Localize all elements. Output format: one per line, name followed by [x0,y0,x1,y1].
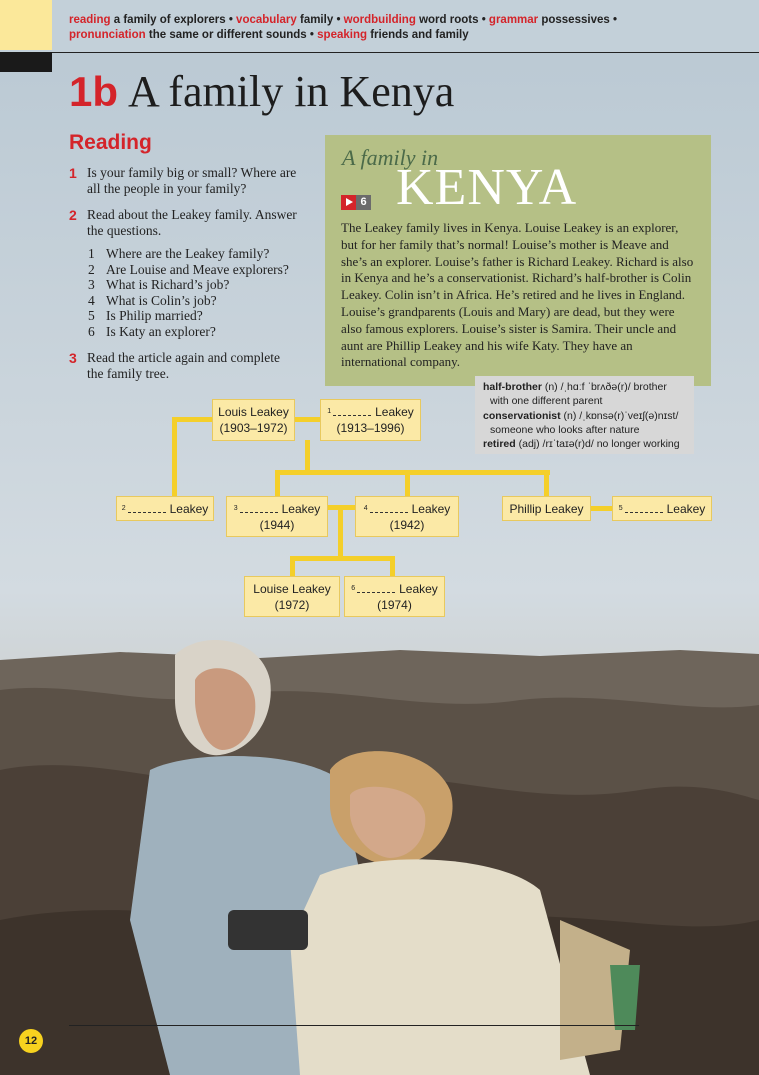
article-title-big: KENYA [396,159,578,216]
subquestion-text: What is Richard’s job? [106,277,230,292]
subquestion-text: Is Philip married? [106,308,203,323]
node-name: Leakey [375,405,414,419]
subquestion-number: 5 [88,308,95,323]
node-name: Leakey [399,581,438,596]
node-name: Louis Leakey [218,405,289,419]
glossary-def: with one different parent [490,395,603,408]
topic-text: a family of explorers [113,14,226,26]
topic-text: the same or different sounds [148,29,307,41]
tree-line [172,417,214,422]
tree-node-6[interactable] [344,576,445,617]
lesson-title: A family in Kenya [128,67,455,116]
blank-number: 3 [233,504,238,512]
glossary-pos: (n) [563,409,577,422]
node-name: Leakey [666,501,706,516]
topic-text: word roots [419,14,479,26]
tree-line [405,470,410,498]
glossary-entry [483,380,694,394]
node-years: (1942) [389,517,425,532]
answer-blank[interactable] [370,503,408,513]
subquestion-text: Are Louise and Meave explorers? [106,262,289,277]
glossary-pos: (n) [544,381,558,393]
tree-line [544,470,549,498]
glossary-def: brother [633,381,667,393]
lesson-number: 1b [69,68,119,115]
article-body: The Leakey family lives in Kenya. Louise Leakey is an explorer, but for her family that’s normal! Louise’s mother is Meave and she’s an explorer. Louise’s father is Richard Leakey. Richard is also in Kenya and he’s a conservationist. Richard’s half-brother is Colin Leakey. Colin isn’t in Africa. He’s retired and he lives in England. Louise’s grandparents (Louis and Mary) are dead, but they were also famous explorers. Louise’s sister is Samira. Their uncle and aunt are Phillip Leakey and his wife Katy. They have an international company. [341,220,694,370]
topic-key: speaking [317,29,368,41]
node-name: Leakey [281,501,321,516]
node-years: (1913–1996) [336,421,405,435]
question-text: Read the article again and complete the family tree. [87,350,281,381]
glossary-def: no longer working [596,438,680,451]
glossary-box [475,376,694,454]
tree-line [290,556,295,578]
node-years: (1974) [377,597,412,612]
separator: • [336,14,341,26]
blank-number: 5 [618,504,623,512]
subquestion-number: 4 [88,293,95,308]
subquestion-text: Is Katy an explorer? [106,324,216,339]
node-years: (1972) [274,597,310,612]
question-number: 3 [69,350,77,366]
subquestion-text: Where are the Leakey family? [106,246,270,261]
glossary-entry [483,409,694,423]
page-title [69,66,454,117]
subquestion-text: What is Colin’s job? [106,293,217,308]
node-name: Louise Leakey [253,581,331,596]
answer-blank[interactable] [357,583,395,593]
unit-tab-marker [0,52,52,72]
node-name: Leakey [411,501,451,516]
tree-node-1[interactable] [320,399,421,441]
subquestion-number: 2 [88,262,95,277]
tree-line [290,556,395,561]
subquestion-number: 1 [88,246,95,261]
tree-line [275,470,550,475]
subquestion-6 [88,324,216,340]
page-number: 12 [19,1029,43,1053]
answer-blank[interactable] [240,503,278,513]
photo-explorers [0,620,759,1075]
glossary-pron: /rɪˈtaɪə(r)d/ [542,438,594,451]
question-3 [69,350,299,382]
tree-node-phillip [502,496,591,521]
blank-number: 2 [121,504,126,512]
tree-node-louise [244,576,340,617]
footer-rule [69,1025,639,1026]
glossary-word: conservationist [483,409,561,422]
subquestion-4 [88,293,217,309]
tree-node-5[interactable] [612,496,712,521]
subquestion-1 [88,246,269,262]
unit-tab [0,0,52,50]
tree-node-2[interactable] [116,496,214,521]
glossary-word: half-brother [483,381,542,393]
glossary-pos: (adj) [518,438,540,451]
question-text: Is your family big or small? Where are all the people in your family? [87,165,297,196]
glossary-entry [483,437,694,451]
question-text: Read about the Leakey family. Answer the questions. [87,207,297,238]
blank-number: 6 [351,584,356,592]
node-name: Leakey [169,501,209,516]
blank-number: 4 [363,504,368,512]
tree-line [390,556,395,578]
separator: • [309,29,314,41]
glossary-def: someone who looks after nature [490,423,640,436]
subquestion-3 [88,277,229,293]
tree-node-3[interactable] [226,496,328,537]
answer-blank[interactable] [625,503,663,513]
tree-line [338,505,343,560]
answer-blank[interactable] [333,406,371,416]
question-2 [69,207,299,239]
section-heading: Reading [69,131,152,154]
topic-key: grammar [488,14,539,26]
tree-line [292,417,322,422]
separator: • [612,14,617,26]
topic-text: possessives [541,14,610,26]
question-number: 2 [69,207,77,223]
topic-text: family [299,14,334,26]
topic-text: friends and family [370,29,469,41]
blank-number: 1 [327,408,332,415]
topic-key: vocabulary [236,14,297,26]
subquestion-2 [88,262,289,278]
topic-key: wordbuilding [343,14,416,26]
glossary-word: retired [483,438,516,451]
track-number: 6 [356,195,371,210]
play-icon[interactable] [341,195,356,210]
node-years: (1944) [259,517,295,532]
audio-track[interactable] [341,195,371,210]
topic-key: reading [69,14,111,26]
question-number: 1 [69,165,77,181]
tree-node-louis [212,399,295,441]
subquestion-number: 3 [88,277,95,292]
topic-key: pronunciation [69,29,146,41]
node-name: Phillip Leakey [509,501,584,516]
subquestion-5 [88,308,203,324]
glossary-pron: /ˌkɒnsə(r)ˈveɪʃ(ə)nɪst/ [579,409,679,422]
separator: • [481,14,486,26]
glossary-pron: /ˌhɑːf ˈbrʌðə(r)/ [560,381,631,393]
tree-line [305,440,310,472]
tree-line [275,470,280,498]
tree-node-4[interactable] [355,496,459,537]
question-1 [69,165,299,197]
article-title-small: A family in [342,145,439,170]
subquestion-number: 6 [88,324,95,339]
lesson-topics [69,13,749,43]
separator: • [228,14,233,26]
tree-line [590,506,614,511]
node-years: (1903–1972) [219,421,288,435]
answer-blank[interactable] [128,503,166,513]
